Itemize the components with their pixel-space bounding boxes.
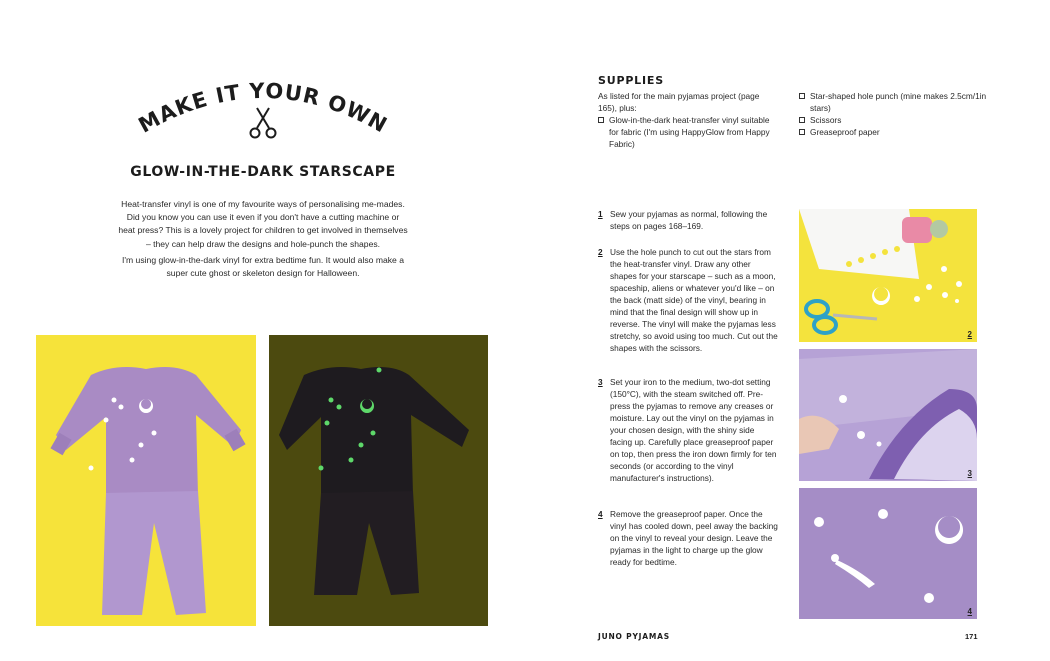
supply-item xyxy=(799,126,989,138)
section-title: GLOW-IN-THE-DARK STARSCAPE xyxy=(130,164,396,180)
step-photo-2 xyxy=(799,209,977,342)
page-number: 171 xyxy=(965,632,978,641)
supply-item-label: Glow-in-the-dark heat-transfer vinyl suitable for fabric (I'm using HappyGlow from Happy Fabric) xyxy=(609,115,770,149)
scissors-icon xyxy=(248,106,278,140)
step-number: 4 xyxy=(598,509,603,519)
checkbox-icon xyxy=(799,93,805,99)
right-page xyxy=(525,0,1050,661)
step-text: Set your iron to the medium, two-dot setting (150°C), with the steam switched off. Pre-press the pyjamas to remove any creases or moisture. Lay out the vinyl on the pyjamas in your chosen design, with the shiny side facing up. Carefully place greaseproof paper on top, then press the iron down firmly for ten seconds (or according to the vinyl manufacturer's instructions). xyxy=(610,377,777,483)
supplies-intro: As listed for the main pyjamas project (page 165), plus: xyxy=(598,91,760,113)
intro-paragraph: I'm using glow-in-the-dark vinyl for extra bedtime fun. It would also make a super cute ghost or skeleton design for Halloween. xyxy=(121,254,405,279)
checkbox-icon xyxy=(799,129,805,135)
supplies-title: SUPPLIES xyxy=(598,74,664,87)
supply-item xyxy=(598,114,778,150)
supplies-column-1 xyxy=(598,90,778,150)
checkbox-icon xyxy=(799,117,805,123)
supplies-column-2 xyxy=(799,90,989,138)
step-number: 3 xyxy=(598,377,603,387)
supply-item xyxy=(799,90,989,114)
supply-item-label: Star-shaped hole punch (mine makes 2.5cm/1in stars) xyxy=(810,91,987,113)
step-3 xyxy=(598,376,778,484)
step-photo-3 xyxy=(799,349,977,481)
checkbox-icon xyxy=(598,117,604,123)
supply-item-label: Scissors xyxy=(810,115,842,125)
arc-title-text: MAKE IT YOUR OWN xyxy=(134,78,392,138)
photo-number: 3 xyxy=(967,469,972,478)
supply-item xyxy=(799,114,989,126)
photo-pyjamas-daylight xyxy=(36,335,256,626)
step-text: Sew your pyjamas as normal, following the steps on pages 168–169. xyxy=(610,209,768,231)
step-2 xyxy=(598,246,778,354)
intro-text xyxy=(118,198,408,283)
photo-pyjamas-glow xyxy=(269,335,488,626)
step-photo-4 xyxy=(799,488,977,619)
photo-number: 2 xyxy=(967,330,972,339)
step-1 xyxy=(598,208,778,232)
supply-item-label: Greaseproof paper xyxy=(810,127,880,137)
step-text: Remove the greaseproof paper. Once the vinyl has cooled down, peel away the backing on the vinyl to reveal your design. Leave the pyjamas in the light to charge up the glow ready for bedtime. xyxy=(610,509,778,567)
step-4 xyxy=(598,508,778,568)
step-number: 1 xyxy=(598,209,603,219)
step-number: 2 xyxy=(598,247,603,257)
step-text: Use the hole punch to cut out the stars from the heat-transfer vinyl. Draw any other shapes for your starscape – such as a moon, spaceship, aliens or whatever you'd like – on the back (matt side) of the vinyl, bearing in mind that the final design will show up in reverse. The vinyl will make the pyjamas less stretchy, so avoid using too much. Cut out the shapes with the scissors. xyxy=(610,247,778,353)
photo-number: 4 xyxy=(967,607,972,616)
footer-title: JUNO PYJAMAS xyxy=(598,632,670,641)
intro-paragraph: Heat-transfer vinyl is one of my favourite ways of personalising me-mades. Did you know you can use it even if you don't have a cutting machine or heat press? This is a lovely project for children to get involved in themselves – they can help draw the designs and hole-punch the shapes. xyxy=(118,199,408,249)
